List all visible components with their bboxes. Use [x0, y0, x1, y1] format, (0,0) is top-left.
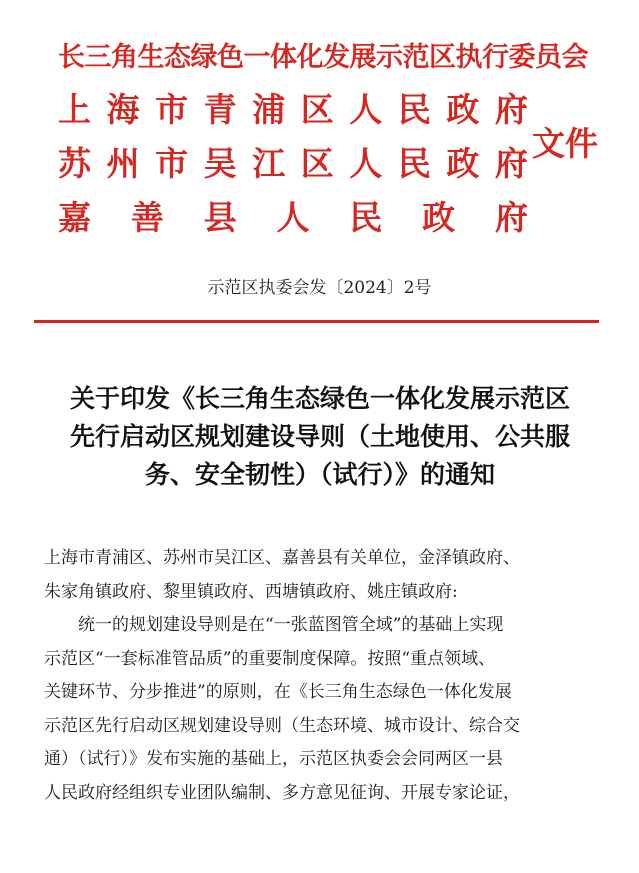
issuer-char: 海	[106, 90, 140, 129]
document-type-label: 文件	[532, 124, 598, 163]
red-divider-line	[34, 320, 599, 323]
paragraph-line: 统一的规划建设导则是在“一张蓝图管全域”的基础上实现	[78, 615, 504, 635]
issuer-char: 府	[494, 90, 528, 129]
paragraph-line: 关键环节、分步推进”的原则，在《长三角生态绿色一体化发展	[44, 682, 512, 702]
title-line: 先行启动区规划建设导则（土地使用、公共服	[69, 422, 570, 451]
issuer-executive-committee: 长三角生态绿色一体化发展示范区执行委员会	[58, 42, 588, 73]
paragraph-line: 示范区“一套标准管品质”的重要制度保障。按照“重点领域、	[44, 648, 496, 669]
issuer-char: 市	[155, 144, 189, 183]
addressee-line: 朱家角镇政府、黎里镇政府、西塘镇政府、姚庄镇政府:	[44, 581, 458, 602]
issuer-char: 人	[349, 90, 383, 129]
issuer-char: 嘉	[58, 198, 91, 237]
issuer-char: 吴	[203, 144, 237, 183]
paragraph-line: 通）（试行）》发布实施的基础上，示范区执委会会同两区一县	[44, 749, 503, 769]
issuer-char: 苏	[58, 144, 91, 183]
issuer-char: 区	[300, 90, 334, 129]
issuer-char: 青	[203, 90, 237, 129]
issuer-wujiang-government	[58, 144, 528, 184]
issuer-char: 政	[446, 144, 480, 183]
issuer-char: 民	[397, 90, 431, 129]
paragraph-line: 示范区先行启动区规划建设导则（生态环境、城市设计、综合交	[44, 715, 520, 736]
issuer-qingpu-government	[58, 90, 528, 130]
issuer-char: 区	[300, 144, 334, 183]
issuer-char: 州	[106, 144, 140, 183]
issuer-char: 民	[397, 144, 431, 183]
issuer-char: 府	[494, 144, 528, 183]
paragraph-line: 人民政府经组织专业团队编制、多方意见征询、开展专家论证，	[44, 782, 520, 803]
issuer-char: 政	[446, 90, 480, 129]
document-number: 示范区执委会发〔2024〕2号	[207, 278, 432, 298]
issuer-char: 善	[130, 198, 164, 237]
issuer-char: 政	[422, 198, 456, 237]
issuer-char: 市	[155, 90, 189, 129]
issuer-char: 县	[203, 198, 237, 237]
issuer-char: 府	[494, 198, 528, 237]
title-line: 务、安全韧性）（试行）》的通知	[144, 460, 495, 489]
issuer-char: 人	[276, 198, 310, 237]
document-body	[44, 542, 604, 810]
issuer-char: 上	[58, 90, 91, 129]
addressee-line: 上海市青浦区、苏州市吴江区、嘉善县有关单位，金泽镇政府、	[44, 548, 520, 568]
document-title	[40, 380, 600, 494]
issuer-char: 人	[349, 144, 383, 183]
issuer-char: 浦	[252, 90, 286, 129]
issuer-char: 江	[252, 144, 286, 183]
issuer-char: 民	[349, 198, 383, 237]
issuer-jiashan-government	[58, 198, 528, 238]
title-line: 关于印发《长三角生态绿色一体化发展示范区	[69, 384, 570, 413]
